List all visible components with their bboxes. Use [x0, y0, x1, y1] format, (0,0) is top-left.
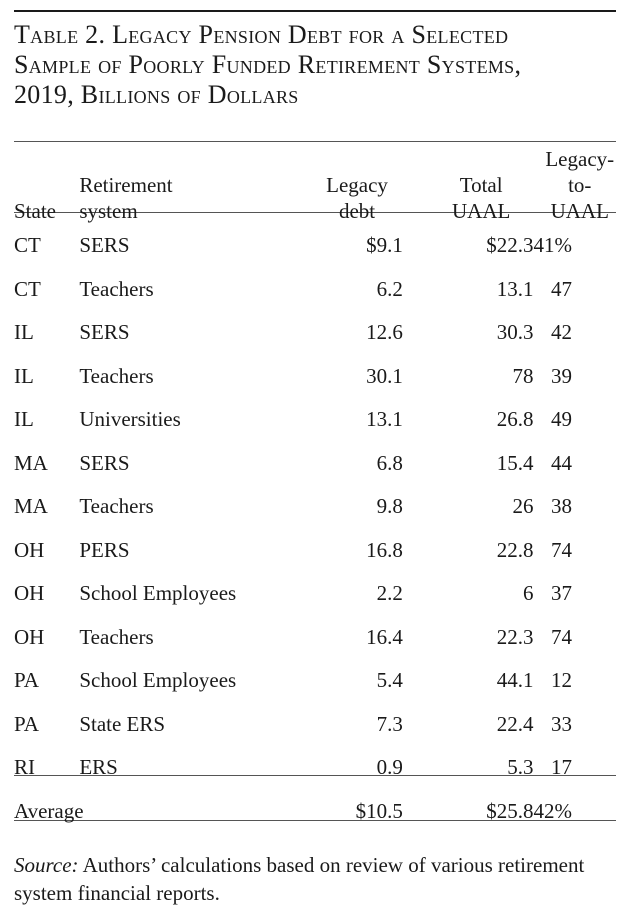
cell-legacy: 16.4: [366, 624, 403, 649]
average-label: Average: [14, 798, 84, 823]
cell-ratio: 17: [551, 755, 572, 780]
cell-ratio: 41%: [533, 233, 572, 258]
cell-legacy: 7.3: [376, 711, 403, 736]
cell-ratio: 33: [551, 711, 572, 736]
cell-total: 26.8: [496, 407, 534, 432]
cell-system: Universities: [79, 407, 181, 432]
cell-system: ERS: [79, 755, 118, 780]
table-row: [14, 659, 616, 703]
cell-total: 44.1: [496, 668, 534, 693]
cell-state: RI: [14, 755, 35, 780]
table-row: [14, 268, 616, 312]
table-title: [14, 20, 614, 110]
header-total-line2: UAAL: [452, 199, 511, 223]
cell-ratio: 12: [551, 668, 572, 693]
cell-state: PA: [14, 668, 39, 693]
average-legacy: $10.5: [355, 798, 403, 823]
header-state: State: [14, 199, 56, 223]
header-system: [79, 146, 271, 224]
cell-state: CT: [14, 276, 41, 301]
cell-ratio: 37: [551, 581, 572, 606]
cell-ratio: 44: [551, 450, 572, 475]
pension-debt-table: [14, 146, 616, 833]
header-ratio-line1: Legacy-to-: [545, 147, 615, 197]
cell-system: SERS: [79, 320, 130, 345]
source-label: Source:: [14, 853, 79, 877]
table-row: [14, 703, 616, 747]
header-ratio-line2: UAAL: [550, 199, 609, 223]
cell-legacy: $9.1: [366, 233, 403, 258]
cell-state: MA: [14, 494, 48, 519]
cell-ratio: 74: [551, 537, 572, 562]
table-row: [14, 442, 616, 486]
cell-ratio: 47: [551, 276, 572, 301]
cell-legacy: 2.2: [376, 581, 403, 606]
header-legacy-line1: Legacy: [326, 173, 388, 197]
title-line: 2019, Billions of Dollars: [14, 80, 299, 109]
table-row: [14, 224, 616, 268]
cell-system: Teachers: [79, 363, 154, 388]
cell-state: IL: [14, 320, 34, 345]
cell-total: 26: [512, 494, 534, 519]
cell-legacy: 9.8: [376, 494, 403, 519]
cell-state: IL: [14, 407, 34, 432]
cell-legacy: 13.1: [366, 407, 403, 432]
cell-legacy: 30.1: [366, 363, 403, 388]
title-line: Table 2. Legacy Pension Debt for a Selected: [14, 20, 509, 49]
header-system-line2: system: [79, 199, 138, 223]
cell-legacy: 16.8: [366, 537, 403, 562]
header-system-line1: Retirement: [79, 173, 173, 197]
table-row: [14, 529, 616, 573]
cell-total: 78: [512, 363, 534, 388]
cell-ratio: 42: [551, 320, 572, 345]
table-row: [14, 572, 616, 616]
cell-state: OH: [14, 537, 45, 562]
cell-legacy: 5.4: [376, 668, 403, 693]
cell-total: 30.3: [496, 320, 534, 345]
cell-legacy: 0.9: [376, 755, 403, 780]
table-row: [14, 398, 616, 442]
cell-state: MA: [14, 450, 48, 475]
cell-system: State ERS: [79, 711, 166, 736]
cell-system: School Employees: [79, 668, 237, 693]
header-ratio: [534, 146, 617, 224]
cell-total: 5.3: [507, 755, 534, 780]
header-total: [403, 146, 534, 224]
cell-system: Teachers: [79, 276, 154, 301]
cell-total: 15.4: [496, 450, 534, 475]
cell-total: 22.4: [496, 711, 534, 736]
header-legacy-line2: debt: [338, 199, 376, 223]
cell-ratio: 39: [551, 363, 572, 388]
average-row: [14, 790, 616, 834]
cell-total: 22.8: [496, 537, 534, 562]
cell-system: PERS: [79, 537, 130, 562]
table-row: [14, 311, 616, 355]
cell-ratio: 49: [551, 407, 572, 432]
header-total-line1: Total: [459, 173, 503, 197]
source-note: [14, 851, 614, 907]
source-text: Authors’ calculations based on review of various retirement system financial reports.: [14, 853, 585, 905]
cell-total: 6: [523, 581, 534, 606]
table-row: [14, 616, 616, 660]
header-row: [14, 146, 616, 224]
cell-legacy: 12.6: [366, 320, 403, 345]
cell-system: Teachers: [79, 624, 154, 649]
cell-legacy: 6.2: [376, 276, 403, 301]
cell-ratio: 74: [551, 624, 572, 649]
cell-state: IL: [14, 363, 34, 388]
cell-state: OH: [14, 624, 45, 649]
cell-total: 22.3: [496, 624, 534, 649]
cell-system: SERS: [79, 233, 130, 258]
cell-system: School Employees: [79, 581, 237, 606]
average-total: $25.8: [486, 798, 534, 823]
cell-state: CT: [14, 233, 41, 258]
cell-system: Teachers: [79, 494, 154, 519]
cell-total: $22.3: [486, 233, 534, 258]
table-row: [14, 485, 616, 529]
average-ratio: 42%: [533, 798, 572, 823]
cell-ratio: 38: [551, 494, 572, 519]
cell-state: PA: [14, 711, 39, 736]
cell-total: 13.1: [496, 276, 534, 301]
table-row: [14, 746, 616, 790]
title-line: Sample of Poorly Funded Retirement Systems,: [14, 50, 522, 79]
table-row: [14, 355, 616, 399]
cell-legacy: 6.8: [376, 450, 403, 475]
cell-system: SERS: [79, 450, 130, 475]
top-rule: [14, 10, 616, 12]
header-top-rule: [14, 141, 616, 142]
header-legacy: [271, 146, 403, 224]
cell-state: OH: [14, 581, 45, 606]
